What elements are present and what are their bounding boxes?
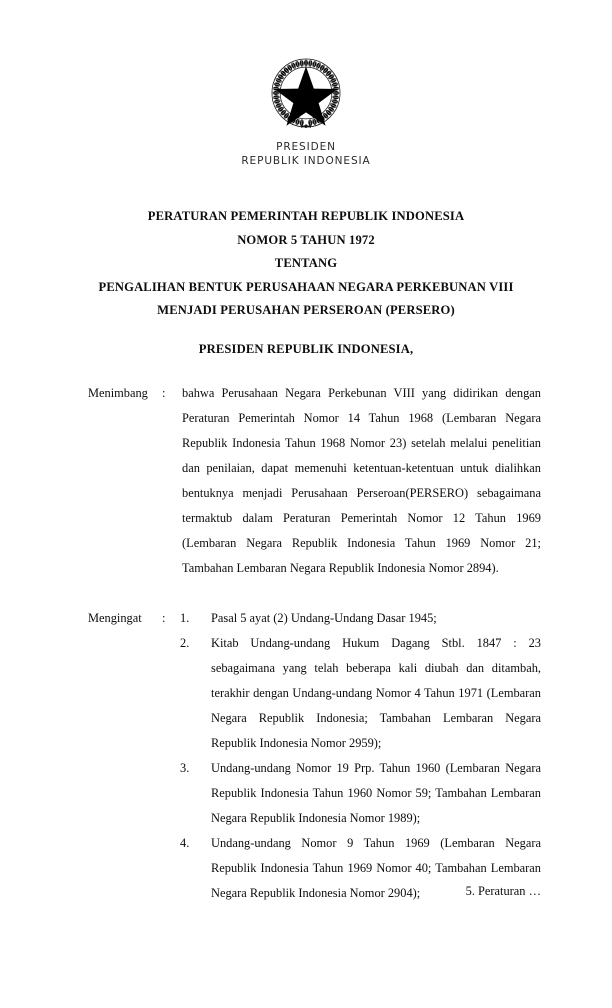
- list-item: [180, 606, 541, 631]
- clause-menimbang-colon: :: [162, 386, 166, 400]
- list-item-text: Undang-undang Nomor 19 Prp. Tahun 1960 (Lembaran Negara Republik Indonesia Tahun 1960 Nomor 59; Tambahan Lembaran Negara Republik Indonesia Nomor 1989);: [211, 761, 541, 825]
- page-catchword: 5. Peraturan …: [465, 884, 541, 898]
- emblem-caption-line-1: PRESIDEN: [276, 141, 336, 153]
- title-line-subject-2: MENJADI PERUSAHAN PERSEROAN (PERSERO): [157, 303, 455, 318]
- clause-menimbang-paragraph: bahwa Perusahaan Negara Perkebunan VIII yang didirikan dengan Peraturan Pemerintah Nomor 14 Tahun 1968 (Lembaran Negara Republik Indonesia Tahun 1968 Nomor 23) setelah melalui penelitian dan penilaian, dapat memenuhi ketentuan-ketentuan untuk dialihkan bentuknya menjadi Perusahaan Perseroan(PERSERO) sebagaimana termaktub dalam Peraturan Pemerintah Nomor 12 Tahun 1969 (Lembaran Negara Republik Indonesia Tahun 1969 Nomor 21; Tambahan Lembaran Negara Republik Indonesia Nomor 2894).: [182, 386, 541, 575]
- title-line-subject-1: PENGALIHAN BENTUK PERUSAHAAN NEGARA PERKEBUNAN VIII: [98, 279, 514, 294]
- list-item-number: 4.: [180, 836, 190, 850]
- list-item-text: Pasal 5 ayat (2) Undang-Undang Dasar 1945;: [211, 611, 437, 625]
- clause-mengingat-list: [180, 606, 541, 906]
- list-item-text: Undang-undang Nomor 9 Tahun 1969 (Lembaran Negara Republik Indonesia Tahun 1969 Nomor 40; Tambahan Lembaran Negara Republik Indonesia Nomor 2904);: [211, 836, 541, 900]
- list-item: [180, 631, 541, 756]
- list-item-text: Kitab Undang-undang Hukum Dagang Stbl. 1847 : 23 sebagaimana yang telah beberapa kali diubah dan ditambah, terakhir dengan Undang-undang Nomor 4 Tahun 1971 (Lembaran Negara Republik Indonesia; Tambahan Lembaran Negara Republik Indonesia Nomor 2959);: [211, 636, 541, 750]
- title-line-regulation: PERATURAN PEMERINTAH REPUBLIK INDONESIA: [147, 209, 465, 223]
- president-heading: PRESIDEN REPUBLIK INDONESIA,: [198, 342, 414, 356]
- title-line-about: TENTANG: [274, 256, 338, 271]
- document-title-block: [0, 205, 612, 323]
- clause-mengingat-colon: :: [162, 611, 166, 625]
- emblem-caption-line-2: REPUBLIK INDONESIA: [241, 155, 371, 167]
- list-item: [180, 756, 541, 831]
- list-item-number: 1.: [180, 611, 190, 625]
- clause-menimbang-body: [182, 381, 541, 581]
- list-item-number: 3.: [180, 761, 190, 775]
- clause-mengingat-label: Mengingat: [88, 611, 142, 625]
- national-emblem-block: [0, 52, 612, 168]
- title-line-number: NOMOR 5 TAHUN 1972: [237, 232, 375, 247]
- garuda-star-wreath-emblem-icon: [265, 52, 347, 134]
- clause-mengingat: [88, 606, 541, 906]
- clause-menimbang: [88, 381, 541, 581]
- list-item-number: 2.: [180, 636, 190, 650]
- clause-menimbang-label: Menimbang: [88, 386, 148, 400]
- emblem-caption: [0, 140, 612, 168]
